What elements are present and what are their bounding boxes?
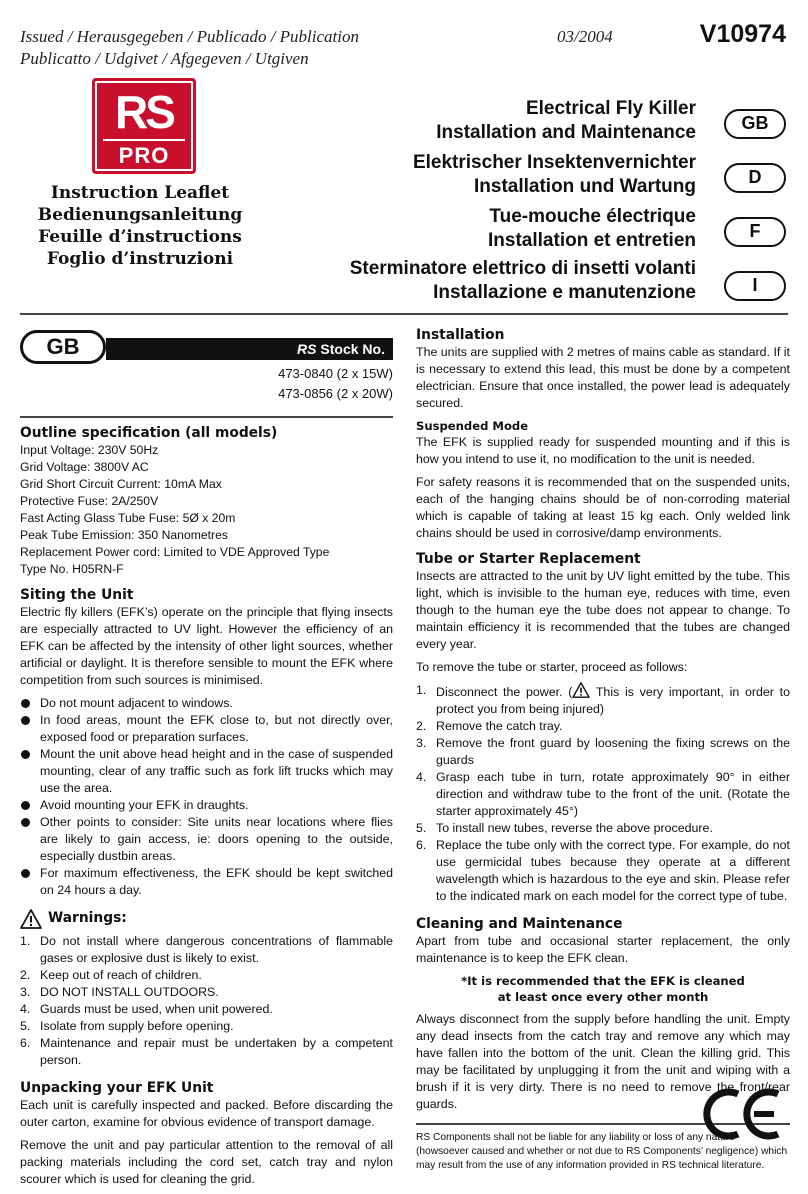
spec-item: Fast Acting Glass Tube Fuse: 5Ø x 20m [20,510,236,525]
warnings-list [20,933,393,1069]
warning-triangle-icon [20,909,42,929]
lang-title-d: Elektrischer Insektenvernichter Installation und Wartung [412,152,696,197]
issued-text-2: Publicatto / Udgivet / Afgegeven / Utgiven [20,49,309,68]
tube-text-1: Insects are attracted to the unit by UV light emitted by the tube. This light, which is invisible to the human eye, reduces with time, even though to the human eye the tube does not appear to change. To maintain efficiency it is recommended that the tubes are changed every year. [416,569,790,651]
spec-list [20,442,393,578]
lang-badge-i: I [724,271,786,301]
list-item: 2. Keep out of reach of children. [20,967,202,982]
spec-item: Protective Fuse: 2A/250V [20,493,159,508]
list-item: 5. To install new tubes, reverse the above procedure. [416,821,713,835]
section-divider [20,416,393,418]
unpacking-text-1: Each unit is carefully inspected and packed. Before discarding the outer carton, examine for obvious evidence of transport damage. [20,1097,393,1129]
cleaning-note: *It is recommended that the EFK is cleaned at least once every other month [461,974,745,1004]
stock-number: 473-0840 (2 x 15W) [278,366,393,381]
lang-badge-d: D [724,163,786,193]
document-number: V10974 [699,20,786,48]
suspended-text-2: For safety reasons it is recommended that on the suspended units, each of the hanging chains should be of non-corroding material which is capable of taking at least 15 kg each. Only welded link chains should be used in corrosive/damp environments. [416,475,790,540]
logo-pro-text: PRO [118,143,170,168]
lang-badge-gb: GB [724,109,786,139]
list-item: Avoid mounting your EFK in draughts. [20,797,393,814]
stock-number: 473-0856 (2 x 20W) [278,386,393,401]
leaflet-titles [20,182,260,270]
stock-label: Stock No. [320,341,385,357]
spec-item: Replacement Power cord: Limited to VDE Approved Type [20,544,330,559]
spec-item: Grid Voltage: 3800V AC [20,459,149,474]
left-column [20,330,393,1194]
list-item: 6. Maintenance and repair must be undertaken by a competent person. [20,1035,393,1067]
list-item: 1. Disconnect the power. ( This is very important, in order to protect you from being injured) [416,683,790,716]
leaflet-title-it: Foglio d’instruzioni [46,249,234,269]
warning-triangle-icon [572,682,590,698]
list-item: 4. Grasp each tube in turn, rotate approximately 90° in either direction and withdraw tube to the front of the unit. (Rotate the starter approximately 45°) [416,770,790,818]
list-item: Mount the unit above head height and in the case of suspended mounting, clear of any traffic such as fork lift trucks which may use the area. [20,746,393,797]
warnings-header [20,909,393,929]
spec-item: Peak Tube Emission: 350 Nanometres [20,527,228,542]
tube-title: Tube or Starter Replacement [416,551,641,567]
list-item: 3. DO NOT INSTALL OUTDOORS. [20,984,219,999]
logo-rs-text: RS [115,86,173,138]
lang-row-f [316,205,786,257]
tube-text-2: To remove the tube or starter, proceed as follows: [416,660,688,674]
leaflet-title-en: Instruction Leaflet [50,183,230,203]
list-item: In food areas, mount the EFK close to, but not directly over, exposed food or preparation surfaces. [20,712,393,746]
stock-rs: RS [296,341,317,357]
list-item: For maximum effectiveness, the EFK should be kept switched on 24 hours a day. [20,865,393,899]
unpacking-text-2: Remove the unit and pay particular attention to the removal of all packing materials including the cord set, catch tray and nylon scourer which is used for cleaning the grid. [20,1137,393,1186]
suspended-title: Suspended Mode [416,419,529,433]
list-item: Other points to consider: Site units near locations where flies are likely to gain access, ie: doors opening to the outside, especially dustbin areas. [20,814,393,865]
spec-item: Type No. H05RN-F [20,561,124,576]
issue-date: 03/2004 [557,27,613,46]
lang-badge-f: F [724,217,786,247]
replacement-steps [416,682,790,905]
right-column [416,326,790,1173]
list-item: 1. Do not install where dangerous concentrations of flammable gases or explosive dust is likely to exist. [20,933,393,965]
language-titles [316,97,786,313]
siting-text: Electric fly killers (EFK’s) operate on the principle that flying insects are especially attracted to UV light. However the efficiency of an EFK can be affected by the intensity of other light sources, whether artificial or daylight. It is therefore sensible to mount the EFK where competition from such sources is minimised. [20,604,393,687]
installation-text: The units are supplied with 2 metres of mains cable as standard. If it is necessary to extend this lead, this must be done by a competent electrician. Ensure that once installed, the power lead is adequately secured. [416,345,790,410]
ce-mark-icon [702,1086,782,1142]
list-item: 2. Remove the catch tray. [416,719,563,733]
issued-text-1: Issued / Herausgegeben / Publicado / Publication [20,27,359,46]
list-item: 5. Isolate from supply before opening. [20,1018,234,1033]
cleaning-text-2: Always disconnect from the supply before handling the unit. Empty any dead insects from the catch tray and remove any which may have fallen into the bottom of the unit. Clean the killing grid. This may be facilitated by unplugging it from the unit and wiping with a brush if it is very dirty. There is no need to remove the front/rear guards. [416,1012,790,1111]
list-item: Do not mount adjacent to windows. [20,695,393,712]
list-item: 6. Replace the tube only with the correct type. For example, do not use germicidal tubes because they operate at a different wavelength which is hazardous to the eye and skin. Please refer to the indicated mark on each model for the correct type of tube. [416,838,790,903]
lang-row-i [316,259,786,311]
suspended-text-1: The EFK is supplied ready for suspended mounting and if this is how you intend to use it, no modification to the unit is needed. [416,435,790,466]
lang-row-gb [316,97,786,149]
spec-item: Input Voltage: 230V 50Hz [20,442,159,457]
list-item: 3. Remove the front guard by loosening the fixing screws on the guards [416,736,790,767]
leaflet-title-de: Bedienungsanleitung [37,205,243,225]
warnings-title: Warnings: [48,910,127,926]
lang-title-i: Sterminatore elettrico di insetti volanti Installazione e manutenzione [349,258,696,303]
leaflet-title-fr: Feuille d’instructions [38,227,242,247]
gb-stock-header [20,330,393,380]
siting-bullets [20,695,393,899]
lang-title-gb: Electrical Fly Killer Installation and Maintenance [436,98,696,143]
logo-divider [103,139,185,141]
cleaning-text-1: Apart from tube and occasional starter replacement, the only maintenance is to keep the EFK clean. [416,934,790,965]
cleaning-title: Cleaning and Maintenance [416,916,623,932]
outline-title: Outline specification (all models) [20,424,278,441]
siting-title: Siting the Unit [20,586,134,603]
disclaimer: RS Components shall not be liable for any liability or loss of any nature (howsoever caused and whether or not due to RS Components’ negligence) which may result from the use of any information provided in RS technical literature. [416,1131,788,1171]
lang-title-f: Tue-mouche électrique Installation et entretien [488,206,696,251]
rs-pro-logo [92,78,196,174]
issued-line [20,26,720,70]
header-divider [20,313,788,315]
spec-item: Grid Short Circuit Current: 10mA Max [20,476,222,491]
lang-row-d [316,151,786,203]
list-item: 4. Guards must be used, when unit powered. [20,1001,273,1016]
unpacking-title: Unpacking your EFK Unit [20,1079,214,1096]
gb-badge: GB [20,330,106,364]
stock-number-bar [106,338,393,360]
installation-title: Installation [416,327,505,343]
